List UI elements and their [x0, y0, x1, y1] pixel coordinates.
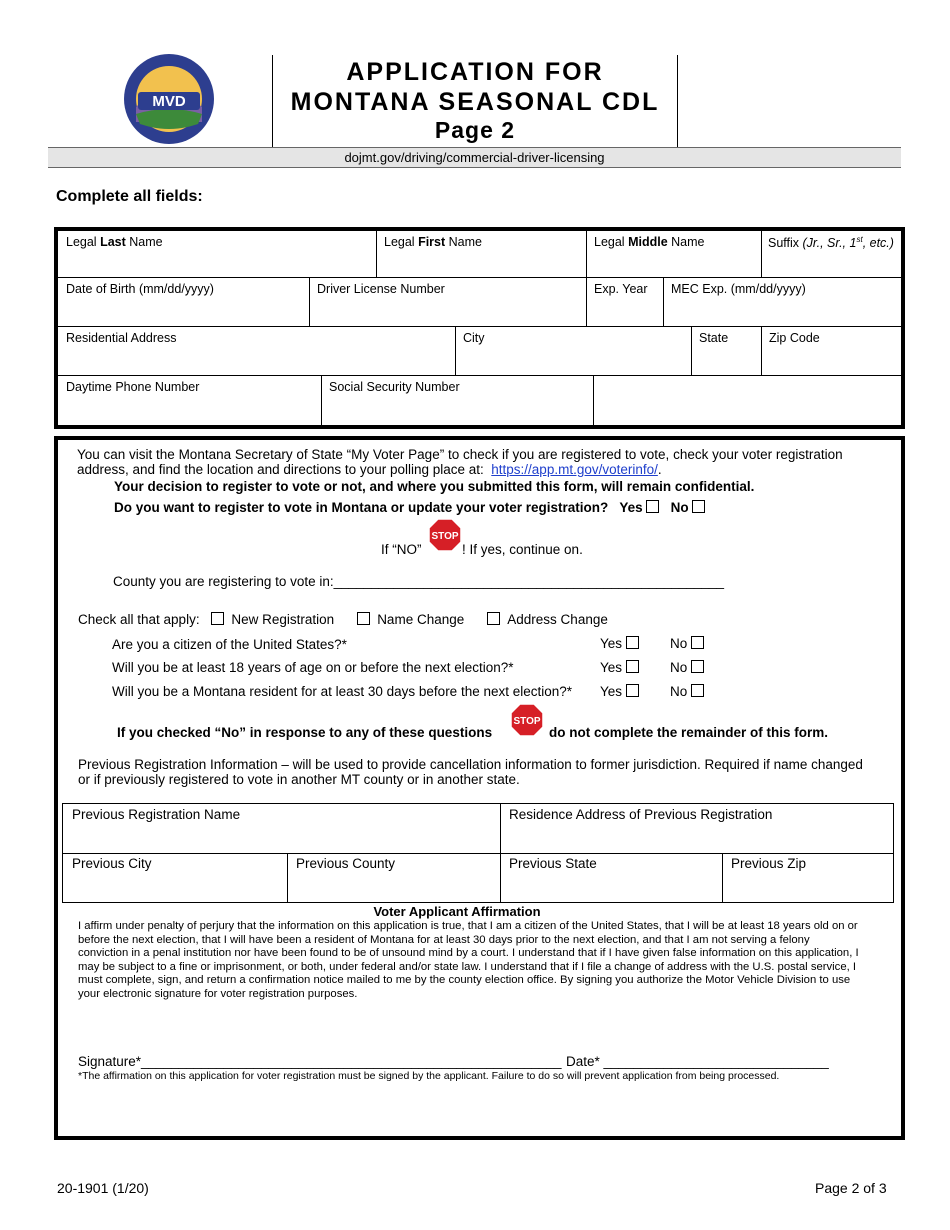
state-field[interactable]: State: [699, 331, 729, 345]
previous-address-field[interactable]: Residence Address of Previous Registration: [509, 807, 773, 822]
register-no-checkbox[interactable]: [692, 500, 705, 513]
form-title-line2: MONTANA SEASONAL CDL: [290, 88, 660, 116]
legal-middle-name-field[interactable]: Legal Middle Name: [594, 235, 705, 249]
name-change-checkbox[interactable]: [357, 612, 370, 625]
citizen-no: No: [670, 636, 704, 651]
form-title-line1: APPLICATION FOR: [346, 58, 604, 86]
previous-registration-table: [62, 803, 894, 903]
age-question: Will you be at least 18 years of age on or before the next election?*: [112, 660, 514, 675]
svg-text:STOP: STOP: [431, 531, 459, 542]
check-all-row: Check all that apply: New Registration Name Change Address Change: [78, 612, 608, 627]
city-field[interactable]: City: [463, 331, 485, 345]
legal-first-name-field[interactable]: Legal First Name: [384, 235, 482, 249]
resident-no: No: [670, 684, 704, 699]
citizen-no-checkbox[interactable]: [691, 636, 704, 649]
previous-name-field[interactable]: Previous Registration Name: [72, 807, 241, 822]
resident-question: Will you be a Montana resident for at least 30 days before the next election?*: [112, 684, 573, 699]
register-question: Do you want to register to vote in Montana or update your voter registration? Yes No: [114, 500, 705, 515]
age-yes: Yes: [600, 660, 639, 675]
previous-state-field[interactable]: Previous State: [509, 856, 597, 871]
resident-no-checkbox[interactable]: [691, 684, 704, 697]
exp-year-field[interactable]: Exp. Year: [594, 282, 648, 296]
ssn-field[interactable]: Social Security Number: [329, 380, 460, 394]
if-no-text: If “NO”: [381, 542, 422, 557]
citizen-question: Are you a citizen of the United States?*: [112, 637, 347, 652]
citizen-yes-checkbox[interactable]: [626, 636, 639, 649]
voter-intro: You can visit the Montana Secretary of State “My Voter Page” to check if you are registered to vote, check your voter registration address, and find the location and directions to your polling place at: https://app.mt.gov/voterinfo/.: [77, 447, 843, 477]
page-label: Page 2: [434, 117, 516, 143]
header-divider-left: [272, 55, 273, 147]
svg-text:STOP: STOP: [513, 716, 541, 727]
previous-zip-field[interactable]: Previous Zip: [731, 856, 807, 871]
new-registration-checkbox[interactable]: [211, 612, 224, 625]
voter-info-link[interactable]: https://app.mt.gov/voterinfo/: [491, 462, 658, 477]
warning-post: do not complete the remainder of this form.: [549, 725, 829, 740]
phone-field[interactable]: Daytime Phone Number: [66, 380, 200, 394]
personal-info-box: [54, 227, 905, 429]
affirmation-text: I affirm under penalty of perjury that the information on this application is true, that I am a citizen of the United States, that I will be at least 18 years old on or before the next election, that I will have been a resident of Montana for at least 30 days prior to the next election, and that I am not serving a felony conviction in a penal institution nor have been found to be of unsound mind by a court. I understand that if I have given false information on this application, I may be subject to a fine or imprisonment, or both, under federal and/or state law. I understand that if I file a change of address with the U.S. postal service, I must complete, sign, and return a confirmation notice mailed to me by the county election office. By signing you authorize the Motor Vehicle Division to use your electronic signature for voter registration purposes.: [78, 920, 859, 1000]
warning-pre: If you checked “No” in response to any of these questions: [117, 725, 493, 740]
if-yes-text: ! If yes, continue on.: [462, 542, 583, 557]
county-field[interactable]: County you are registering to vote in:____________________________________________________: [113, 574, 725, 589]
url-bar: dojmt.gov/driving/commercial-driver-licensing: [48, 147, 901, 168]
form-number: 20-1901 (1/20): [57, 1180, 149, 1196]
svg-text:MVD: MVD: [152, 93, 186, 110]
mvd-logo: [122, 52, 216, 146]
signature-note: *The affirmation on this application for voter registration must be signed by the applicant. Failure to do so will prevent application from being processed.: [78, 1070, 780, 1082]
date-field[interactable]: Date* ______________________________: [566, 1054, 829, 1069]
resident-yes-checkbox[interactable]: [626, 684, 639, 697]
age-no: No: [670, 660, 704, 675]
dl-number-field[interactable]: Driver License Number: [317, 282, 445, 296]
resident-yes: Yes: [600, 684, 639, 699]
address-change-checkbox[interactable]: [487, 612, 500, 625]
affirmation-title: Voter Applicant Affirmation: [373, 904, 541, 919]
age-yes-checkbox[interactable]: [626, 660, 639, 673]
dob-field[interactable]: Date of Birth (mm/dd/yyyy): [66, 282, 214, 296]
citizen-yes: Yes: [600, 636, 639, 651]
mec-exp-field[interactable]: MEC Exp. (mm/dd/yyyy): [671, 282, 806, 296]
age-no-checkbox[interactable]: [691, 660, 704, 673]
instructions: Complete all fields:: [56, 188, 203, 205]
header-divider-right: [677, 55, 678, 147]
previous-county-field[interactable]: Previous County: [296, 856, 396, 871]
previous-city-field[interactable]: Previous City: [72, 856, 152, 871]
zip-code-field[interactable]: Zip Code: [769, 331, 820, 345]
page-counter: Page 2 of 3: [815, 1180, 887, 1196]
suffix-field[interactable]: Suffix (Jr., Sr., 1st, etc.): [768, 235, 894, 251]
register-yes-checkbox[interactable]: [646, 500, 659, 513]
previous-info-note: Previous Registration Information – will be used to provide cancellation information to former jurisdiction. Required if name changed or if previously registered to vote in another MT county or in another state.: [78, 757, 863, 787]
legal-last-name-field[interactable]: Legal Last Name: [66, 235, 163, 249]
residential-address-field[interactable]: Residential Address: [66, 331, 177, 345]
stop-sign-icon-2: [510, 703, 544, 737]
signature-field[interactable]: Signature*________________________________________________________: [78, 1054, 562, 1069]
stop-sign-icon: [428, 518, 462, 552]
confidential-note: Your decision to register to vote or not, and where you submitted this form, will remain confidential.: [114, 479, 755, 494]
